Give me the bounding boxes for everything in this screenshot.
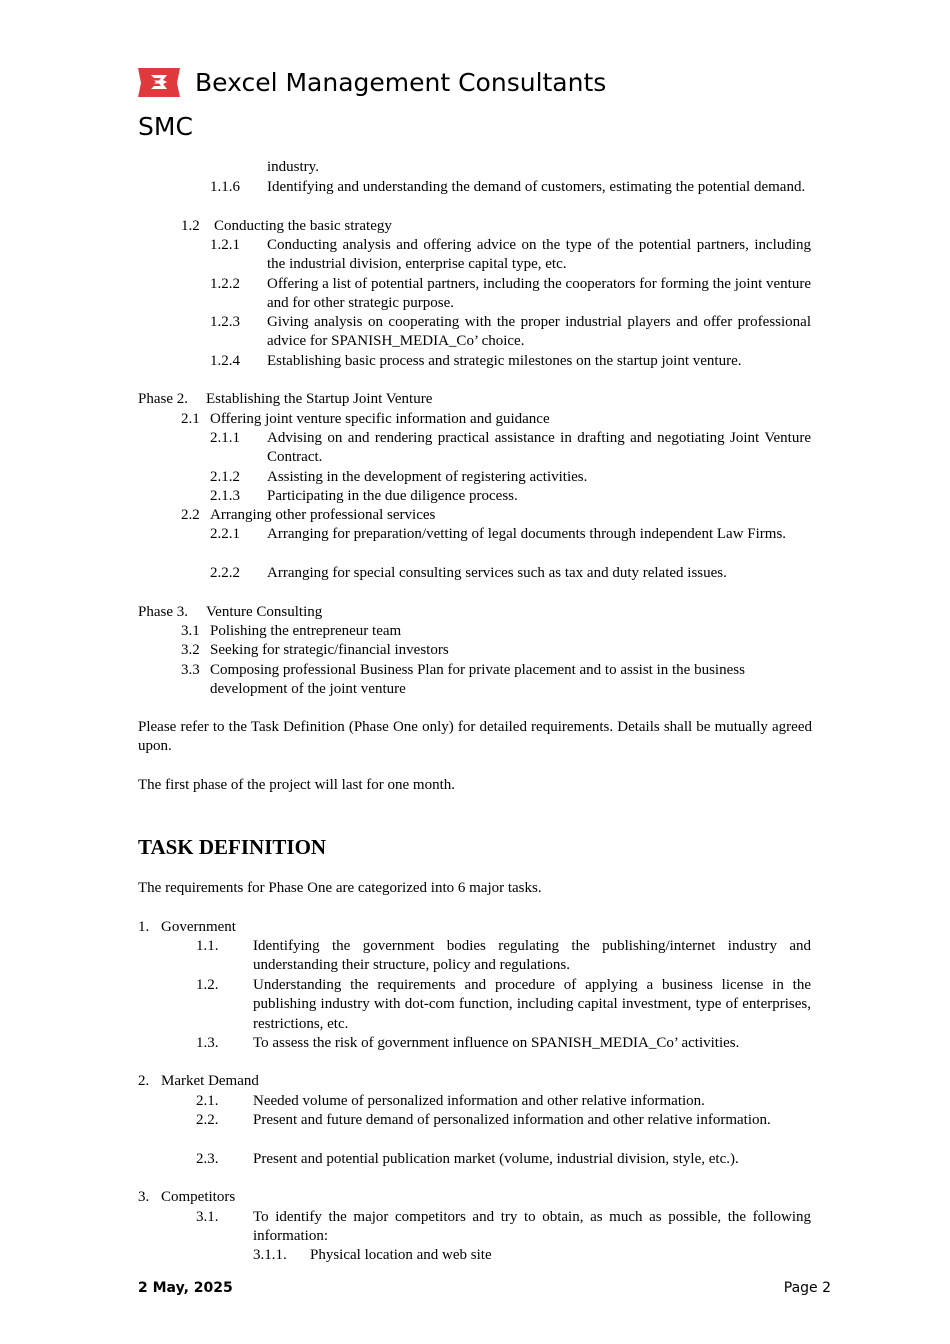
item-2-1-2-number: 2.1.2	[210, 469, 240, 485]
section-3-1-number: 3.1	[181, 623, 200, 639]
item-1-2-3-number: 1.2.3	[210, 314, 240, 330]
task-2-2-number: 2.2.	[196, 1112, 219, 1128]
item-1-1-6-number: 1.1.6	[210, 179, 240, 195]
item-1-2-2-number: 1.2.2	[210, 276, 240, 292]
task-2-number: 2.	[138, 1073, 150, 1089]
item-2-1-1-text: Advising on and rendering practical assistance in drafting and negotiating Joint Venture Contract.	[267, 430, 811, 466]
item-2-2-1-number: 2.2.1	[210, 526, 240, 542]
task-1-2-number: 1.2.	[196, 977, 219, 993]
phase-duration-note: The first phase of the project will last for one month.	[138, 777, 455, 793]
phase-2-title: Establishing the Startup Joint Venture	[206, 391, 433, 407]
task-1-1-number: 1.1.	[196, 938, 219, 954]
task-definition-heading: TASK DEFINITION	[138, 835, 327, 859]
task-1-title: Government	[161, 919, 236, 935]
section-2-2-title: Arranging other professional services	[210, 507, 436, 523]
task-3-number: 3.	[138, 1189, 150, 1205]
task-1-1-text: Identifying the government bodies regulating the publishing/internet industry and understanding their structure, policy and regulations.	[253, 938, 811, 974]
section-2-2-number: 2.2	[181, 507, 200, 523]
company-abbreviation: SMC	[138, 112, 193, 141]
task-1-3-text: To assess the risk of government influence on SPANISH_MEDIA_Co’ activities.	[253, 1035, 740, 1051]
item-2-1-2-text: Assisting in the development of registering activities.	[267, 469, 588, 485]
section-2-1-number: 2.1	[181, 411, 200, 427]
task-2-3-text: Present and potential publication market (volume, industrial division, style, etc.).	[253, 1151, 739, 1167]
item-2-1-3-text: Participating in the due diligence process.	[267, 488, 518, 504]
item-2-1-1-number: 2.1.1	[210, 430, 240, 446]
item-1-1-6-text: Identifying and understanding the demand of customers, estimating the potential demand.	[267, 179, 806, 195]
item-1-2-1-number: 1.2.1	[210, 237, 240, 253]
section-3-2-number: 3.2	[181, 642, 200, 658]
section-2-1-title: Offering joint venture specific information and guidance	[210, 411, 550, 427]
section-1-2-number: 1.2	[181, 218, 200, 234]
task-2-title: Market Demand	[161, 1073, 259, 1089]
task-definition-reference-note: Please refer to the Task Definition (Phase One only) for detailed requirements. Details shall be mutually agreed upon.	[138, 719, 812, 755]
phase-3-title: Venture Consulting	[206, 604, 323, 620]
task-3-1-1-number: 3.1.1.	[253, 1247, 287, 1263]
task-definition-intro: The requirements for Phase One are categorized into 6 major tasks.	[138, 880, 542, 896]
task-1-number: 1.	[138, 919, 150, 935]
section-3-2-title: Seeking for strategic/financial investors	[210, 642, 449, 658]
task-2-1-number: 2.1.	[196, 1093, 219, 1109]
task-3-1-text: To identify the major competitors and try to obtain, as much as possible, the following information:	[253, 1209, 811, 1245]
task-3-title: Competitors	[161, 1189, 236, 1205]
section-3-3-title: Composing professional Business Plan for private placement and to assist in the business development of the joint venture	[210, 662, 745, 698]
section-3-3-number: 3.3	[181, 662, 200, 678]
phase-3-number: Phase 3.	[138, 604, 188, 620]
item-1-1-5-continuation: industry.	[267, 159, 319, 175]
item-2-2-1-text: Arranging for preparation/vetting of legal documents through independent Law Firms.	[267, 526, 787, 542]
item-1-2-1-text: Conducting analysis and offering advice on the type of the potential partners, including the industrial division, enterprise capital type, etc.	[267, 237, 811, 273]
task-1-3-number: 1.3.	[196, 1035, 219, 1051]
item-1-2-4-number: 1.2.4	[210, 353, 240, 369]
task-3-1-number: 3.1.	[196, 1209, 219, 1225]
task-2-3-number: 2.3.	[196, 1151, 219, 1167]
item-2-2-2-text: Arranging for special consulting services such as tax and duty related issues.	[267, 565, 727, 581]
item-1-2-3-text: Giving analysis on cooperating with the proper industrial players and offer professional advice for SPANISH_MEDIA_Co’ choice.	[267, 314, 811, 350]
task-3-1-1-text: Physical location and web site	[310, 1247, 492, 1263]
item-2-2-2-number: 2.2.2	[210, 565, 240, 581]
task-2-1-text: Needed volume of personalized information and other relative information.	[253, 1093, 705, 1109]
footer-date: 2 May, 2025	[138, 1280, 233, 1296]
item-1-2-4-text: Establishing basic process and strategic milestones on the startup joint venture.	[267, 353, 742, 369]
section-1-2-title: Conducting the basic strategy	[214, 218, 392, 234]
item-1-2-2-text: Offering a list of potential partners, including the cooperators for forming the joint venture and for other strategic purpose.	[267, 276, 811, 312]
task-2-2-text: Present and future demand of personalized information and other relative information.	[253, 1112, 771, 1128]
task-1-2-text: Understanding the requirements and procedure of applying a business license in the publishing industry with dot-com function, including capital investment, type of enterprises, restrictions, etc.	[253, 977, 811, 1032]
section-3-1-title: Polishing the entrepreneur team	[210, 623, 402, 639]
item-2-1-3-number: 2.1.3	[210, 488, 240, 504]
phase-2-number: Phase 2.	[138, 391, 188, 407]
bexcel-logo-icon	[137, 66, 181, 99]
footer-page-number: Page 2	[783, 1280, 831, 1296]
company-name: Bexcel Management Consultants	[195, 68, 607, 97]
